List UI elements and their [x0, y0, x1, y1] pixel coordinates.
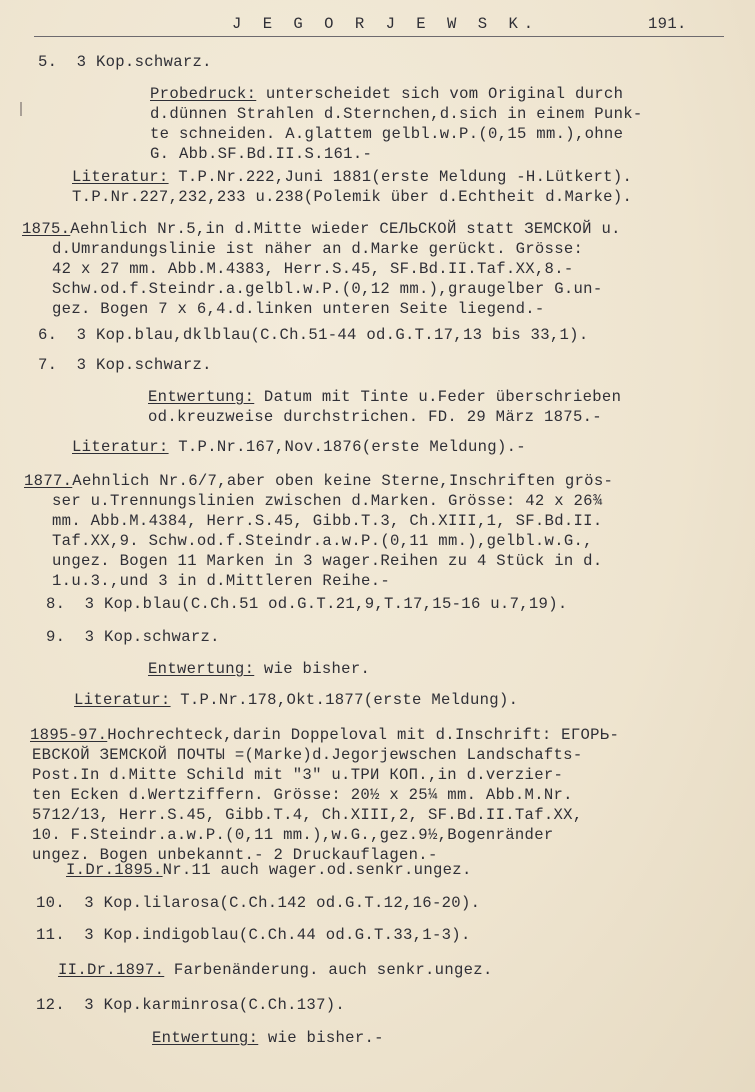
header-rule [34, 36, 724, 37]
text-line [52, 491, 603, 511]
text-line [32, 745, 583, 765]
page-number: 191. [648, 15, 687, 33]
line-text: G. Abb.SF.Bd.II.S.161.- [150, 145, 373, 163]
underlined-heading: 1875. [22, 220, 71, 238]
line-text: 8. 3 Kop.blau(C.Ch.51 od.G.T.21,9,T.17,15-16 u.7,19). [46, 595, 568, 613]
text-line [24, 471, 613, 491]
line-text-cont: T.P.Nr.222,Juni 1881(erste Meldung -H.Lütkert). [168, 168, 633, 186]
text-line [52, 551, 603, 571]
line-text: ungez. Bogen 11 Marken in 3 wager.Reihen zu 4 Stück in d. [52, 552, 603, 570]
text-line [72, 167, 632, 187]
line-text: ungez. Bogen unbekannt.- 2 Druckauflagen.- [32, 846, 438, 864]
underlined-heading: Entwertung: [148, 388, 255, 406]
line-text: 7. 3 Kop.schwarz. [38, 356, 212, 374]
text-line [38, 355, 212, 375]
line-text: d.dünnen Strahlen d.Sternchen,d.sich in einem Punk- [150, 105, 643, 123]
underlined-heading: Literatur: [72, 168, 169, 186]
text-line [150, 144, 372, 164]
line-text: 5712/13, Herr.S.45, Gibb.T.4, Ch.XIII,2, SF.Bd.II.Taf.XX, [32, 806, 583, 824]
line-text: ЕВСКОЙ ЗЕМСКОЙ ПОЧТЫ =(Marke)d.Jegorjewschen Landschafts- [32, 746, 583, 764]
line-text: T.P.Nr.227,232,233 u.238(Polemik über d.Echtheit d.Marke). [72, 188, 633, 206]
line-text: 6. 3 Kop.blau,dklblau(C.Ch.51-44 od.G.T.17,13 bis 33,1). [38, 326, 589, 344]
line-text: 9. 3 Kop.schwarz. [46, 628, 220, 646]
text-line [52, 259, 574, 279]
text-line [46, 594, 568, 614]
text-line [52, 279, 603, 299]
text-line [36, 925, 471, 945]
line-text-cont: wie bisher.- [258, 1029, 384, 1047]
line-text: gez. Bogen 7 x 6,4.d.linken unteren Seite liegend.- [52, 300, 545, 318]
text-line [150, 84, 623, 104]
line-text-cont: Hochrechteck,darin Doppeloval mit d.Inschrift: ЕГОРЬ- [107, 726, 620, 744]
text-line [58, 960, 493, 980]
line-text: ser u.Trennungslinien zwischen d.Marken. Grösse: 42 x 26¾ [52, 492, 603, 510]
line-text-cont: T.P.Nr.178,Okt.1877(erste Meldung). [170, 691, 519, 709]
underlined-heading: II.Dr.1897. [58, 961, 165, 979]
text-line [52, 531, 593, 551]
underlined-heading: Literatur: [74, 691, 171, 709]
underlined-heading: I.Dr.1895. [66, 861, 163, 879]
line-text: 1.u.3.,und 3 in d.Mittleren Reihe.- [52, 572, 391, 590]
line-text: od.kreuzweise durchstrichen. FD. 29 März 1875.- [148, 408, 602, 426]
line-text: Schw.od.f.Steindr.a.gelbl.w.P.(0,12 mm.),graugelber G.un- [52, 280, 603, 298]
page-header-title: J E G O R J E W S K. [232, 15, 540, 33]
line-text: Post.In d.Mitte Schild mit "3" u.ТРИ КОП.,in d.verzier- [32, 766, 564, 784]
underlined-heading: Entwertung: [148, 660, 255, 678]
line-text-cont: Aehnlich Nr.5,in d.Mitte wieder СЕЛЬСКОЙ statt ЗЕМСКОЙ u. [70, 220, 621, 238]
line-text: d.Umrandungslinie ist näher an d.Marke gerückt. Grösse: [52, 240, 584, 258]
underlined-heading: Probedruck: [150, 85, 257, 103]
line-text-cont: unterscheidet sich vom Original durch [256, 85, 624, 103]
text-line [30, 725, 619, 745]
text-line [148, 407, 602, 427]
line-text-cont: Aehnlich Nr.6/7,aber oben keine Sterne,Inschriften grös- [72, 472, 614, 490]
line-text-cont: wie bisher. [254, 660, 371, 678]
text-line [66, 860, 472, 880]
text-line [38, 325, 589, 345]
underlined-heading: Literatur: [72, 438, 169, 456]
line-text-cont: Farbenänderung. auch senkr.ungez. [164, 961, 493, 979]
text-line [148, 659, 370, 679]
text-line [36, 893, 480, 913]
text-line [32, 785, 573, 805]
text-line [52, 571, 390, 591]
underlined-heading: 1895-97. [30, 726, 108, 744]
underlined-heading: Entwertung: [152, 1029, 259, 1047]
text-line [148, 387, 621, 407]
text-line [74, 690, 518, 710]
line-text: 42 x 27 mm. Abb.M.4383, Herr.S.45, SF.Bd.II.Taf.XX,8.- [52, 260, 574, 278]
text-line [52, 299, 545, 319]
line-text: 10. 3 Kop.lilarosa(C.Ch.142 od.G.T.12,16-20). [36, 894, 481, 912]
text-line [22, 219, 621, 239]
text-line [72, 437, 526, 457]
line-text: 11. 3 Kop.indigoblau(C.Ch.44 od.G.T.33,1-3). [36, 926, 471, 944]
line-text: 10. F.Steindr.a.w.P.(0,11 mm.),w.G.,gez.9½,Bogenränder [32, 826, 554, 844]
underlined-heading: 1877. [24, 472, 73, 490]
text-line [32, 765, 563, 785]
text-line [152, 1028, 384, 1048]
line-text: te schneiden. A.glattem gelbl.w.P.(0,15 mm.),ohne [150, 125, 624, 143]
text-line [52, 511, 603, 531]
pencil-mark [20, 102, 22, 116]
text-line [38, 52, 212, 72]
text-line [150, 124, 623, 144]
text-line [32, 805, 583, 825]
line-text: 12. 3 Kop.karminrosa(C.Ch.137). [36, 996, 346, 1014]
text-line [36, 995, 345, 1015]
text-line [32, 825, 554, 845]
text-line [46, 627, 220, 647]
line-text: Taf.XX,9. Schw.od.f.Steindr.a.w.P.(0,11 mm.),gelbl.w.G., [52, 532, 593, 550]
text-line [72, 187, 632, 207]
text-line [52, 239, 583, 259]
line-text: 5. 3 Kop.schwarz. [38, 53, 212, 71]
text-line [150, 104, 643, 124]
line-text-cont: Datum mit Tinte u.Feder überschrieben [254, 388, 622, 406]
line-text-cont: T.P.Nr.167,Nov.1876(erste Meldung).- [168, 438, 526, 456]
line-text-cont: Nr.11 auch wager.od.senkr.ungez. [162, 861, 472, 879]
line-text: mm. Abb.M.4384, Herr.S.45, Gibb.T.3, Ch.XIII,1, SF.Bd.II. [52, 512, 603, 530]
line-text: ten Ecken d.Wertziffern. Grösse: 20½ x 25¼ mm. Abb.M.Nr. [32, 786, 573, 804]
